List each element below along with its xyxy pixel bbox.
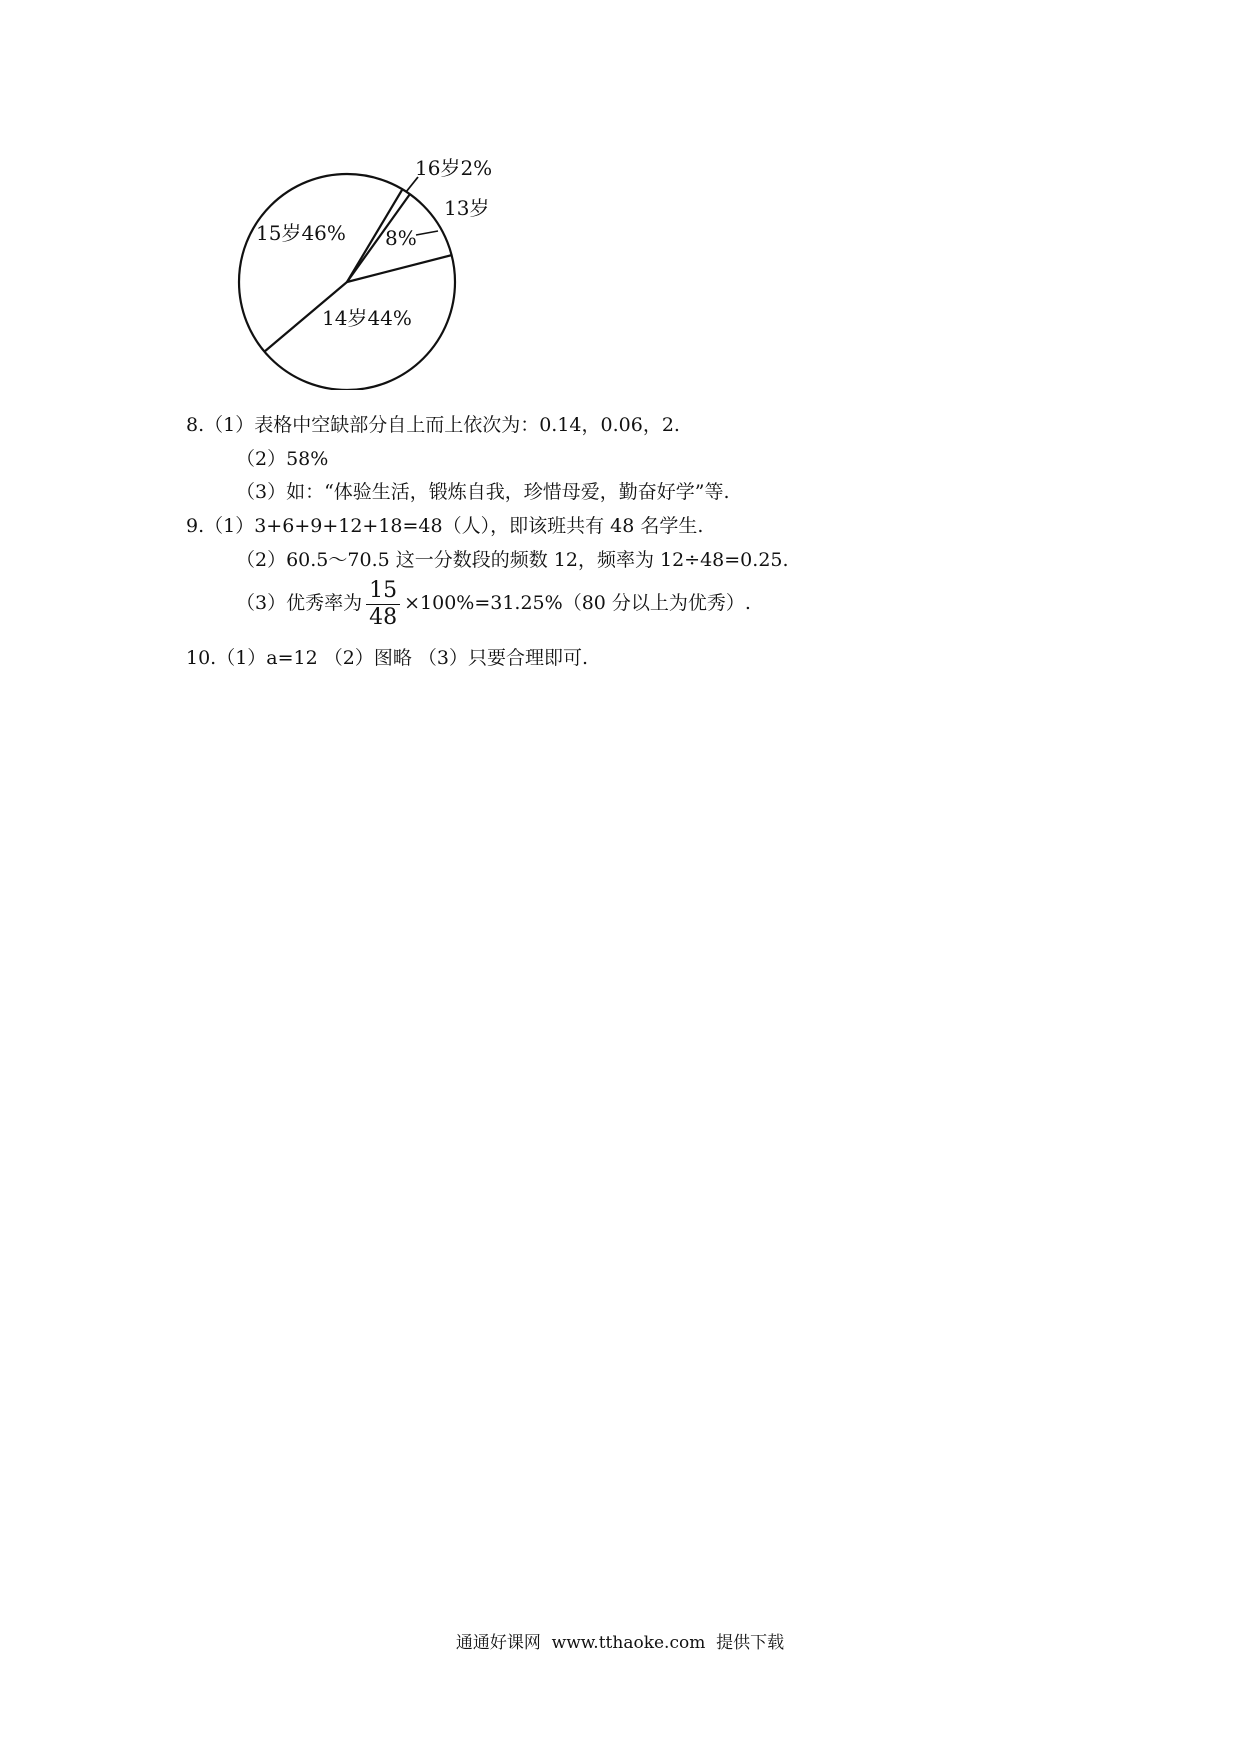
callout-label-13: 13岁 (444, 196, 490, 220)
fraction-15-48 (366, 577, 400, 630)
answer-8-part-2: （2）58% (236, 448, 329, 470)
answer-10: 10.（1）a=12 （2）图略 （3）只要合理即可. (186, 647, 589, 669)
leader-line-13 (416, 231, 438, 235)
fraction-numerator: 15 (366, 580, 400, 605)
slice-label-14: 14岁44% (322, 306, 412, 330)
slice-label-13-percent: 8% (385, 226, 417, 250)
slice-label-15: 15岁46% (256, 221, 346, 245)
answer-9-part-3 (236, 578, 751, 629)
answer-8-part-3: （3）如：“体验生活，锻炼自我，珍惜母爱，勤奋好学”等. (236, 481, 730, 503)
page-footer: 通通好课网 www.tthaoke.com 提供下载 (455, 1633, 785, 1653)
answer-9-part-3-prefix: （3）优秀率为 (236, 592, 363, 614)
age-pie-chart (230, 155, 520, 390)
answer-8-part-1: 8.（1）表格中空缺部分自上而上依次为：0.14，0.06，2. (186, 414, 680, 436)
answer-9-part-3-suffix: ×100%=31.25%（80 分以上为优秀）. (404, 592, 751, 614)
slice-label-16: 16岁2% (415, 156, 493, 180)
fraction-denominator: 48 (369, 604, 398, 630)
answer-9-part-1: 9.（1）3+6+9+12+18=48（人），即该班共有 48 名学生. (186, 515, 704, 537)
answer-9-part-2: （2）60.5～70.5 这一分数段的频数 12，频率为 12÷48=0.25. (236, 549, 789, 571)
